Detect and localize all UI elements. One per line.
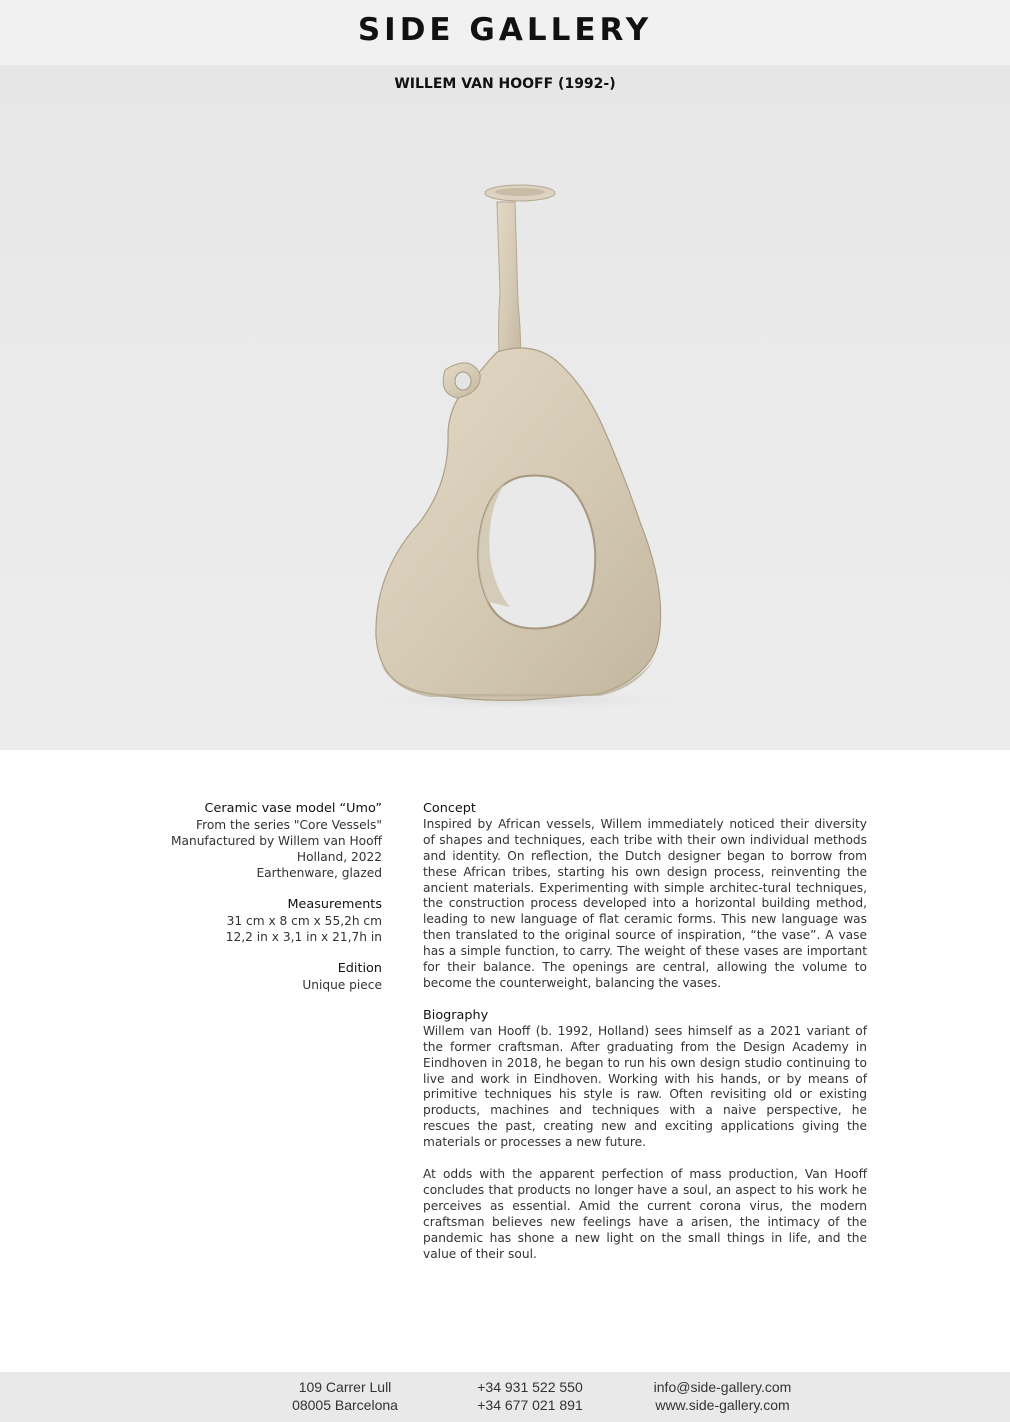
description-column: [423, 801, 867, 1278]
vase-illustration: [0, 102, 1010, 750]
concept-heading: Concept: [423, 801, 476, 816]
address-line-2: 08005 Barcelona: [292, 1397, 398, 1413]
website-link[interactable]: www.side-gallery.com: [655, 1397, 790, 1413]
vase-neck: [497, 202, 521, 372]
biography-paragraph-1: Willem van Hooff (b. 1992, Holland) sees himself as a 2021 variant of the former craftsman. After graduating from the Design Academy in Eindhoven in 2018, he began to run his own design studio continuing to live and work in Eindhoven. Working with his hands, or by means of primitive techniques his style is raw. Often revisiting old or existing products, machines and techniques with a naive perspective, he rescues the past, creating new and exciting applications giving the materials or processes a new future.: [423, 1023, 867, 1150]
vase-lip-opening: [495, 188, 545, 196]
email-link[interactable]: info@side-gallery.com: [653, 1379, 792, 1395]
edition-group: [120, 961, 382, 993]
measurements-metric: 31 cm x 8 cm x 55,2h cm: [226, 914, 382, 928]
measurements-group: [120, 897, 382, 945]
product-manufacturer: Manufactured by Willem van Hooff: [170, 834, 382, 848]
biography-heading: Biography: [423, 1007, 489, 1023]
phone-2[interactable]: +34 677 021 891: [477, 1397, 583, 1413]
product-title: Ceramic vase model “Umo”: [204, 801, 382, 816]
concept-text: Inspired by African vessels, Willem immediately noticed their diversity of shapes and techniques, each tribe with their own individual methods and identity. On reflection, the Dutch designer began to borrow from these African tribes, starting his own design process, reinventing the ancient materials. Experimenting with simple architec-tural techniques, the construction process developed into a horizontal building method, leading to new language of flat ceramic forms. This new language was then translated to the original source of inspiration, “the vase”. A vase has a simple function, to carry. The weight of these vases are important for their balance. The openings are central, allowing the volume to become the counterweight, balancing the vases.: [423, 816, 867, 990]
product-photo: [0, 102, 1010, 750]
product-material: Earthenware, glazed: [256, 866, 382, 880]
product-info: [120, 801, 382, 881]
footer-address: [270, 1378, 420, 1414]
masthead: [0, 0, 1010, 65]
designer-name: WILLEM VAN HOOFF (1992-): [394, 76, 616, 92]
edition-heading: Edition: [337, 961, 382, 976]
designer-bar: [0, 65, 1010, 102]
measurements-imperial: 12,2 in x 3,1 in x 21,7h in: [225, 930, 382, 944]
address-line-1: 109 Carrer Lull: [298, 1379, 392, 1395]
gallery-logo[interactable]: SIDE GALLERY: [357, 12, 653, 48]
phone-1[interactable]: +34 931 522 550: [477, 1379, 583, 1395]
footer-phones: [455, 1378, 605, 1414]
measurements-heading: Measurements: [287, 897, 382, 912]
product-series: From the series "Core Vessels": [195, 818, 382, 832]
biography-paragraph-2: At odds with the apparent perfection of mass production, Van Hooff concludes that products no longer have a soul, an aspect to his work he perceives as essential. Amid the current corona virus, the modern craftsman believes new feelings have a arisen, the intimacy of the pandemic has shone a new light on the small things in life, and the value of their soul.: [423, 1167, 867, 1261]
edition-value: Unique piece: [302, 978, 382, 992]
footer: [0, 1372, 1010, 1422]
vase-handle-hole: [455, 372, 471, 390]
footer-contact: [640, 1378, 805, 1414]
product-origin: Holland, 2022: [296, 850, 382, 864]
product-details: [120, 801, 382, 1009]
